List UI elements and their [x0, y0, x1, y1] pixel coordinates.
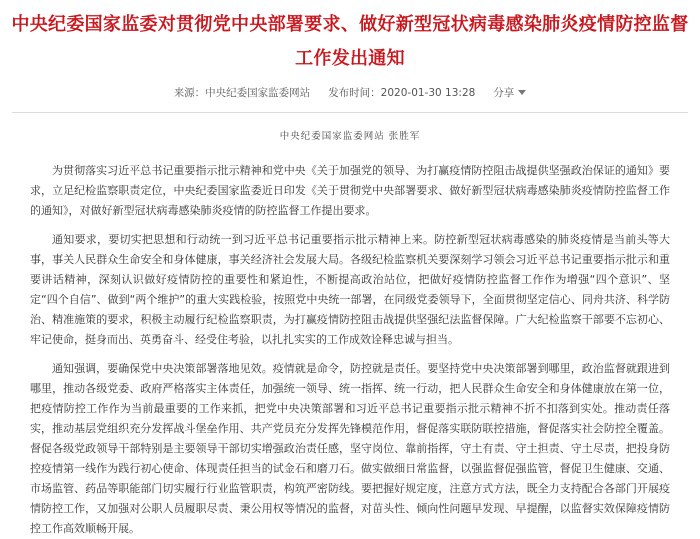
source-label: 来源：中央纪委国家监委网站 [173, 86, 311, 99]
article-byline: 中央纪委国家监委网站 张胜军 [279, 131, 421, 142]
article-paragraph: 为贯彻落实习近平总书记重要指示批示精神和党中央《关于加强党的领导、为打赢疫情防控阻击战提供坚强政治保证的通知》要求，立足纪检监察职责定位，中央纪委国家监委近日印发《关于贯彻党中央部署要求、做好新型冠状病毒感染肺炎疫情防控监督工作的通知》，对做好新型冠状病毒感染肺炎疫情的防控监督工作提出要求。 [30, 164, 670, 217]
publish-time: 发布时间：2020-01-30 13:28 [328, 86, 476, 99]
article-title: 中央纪委国家监委对贯彻党中央部署要求、做好新型冠状病毒感染肺炎疫情防控监督工作发出通知 [11, 14, 689, 69]
article-paragraph: 通知要求，要切实把思想和行动统一到习近平总书记重要指示批示精神上来。防控新型冠状病毒感染的肺炎疫情是当前头等大事，事关人民群众生命安全和身体健康，事关经济社会发展大局。各级纪检监察机关要深刻学习领会习近平总书记重要指示批示和重要讲话精神，深刻认识做好疫情防控的重要性和紧迫性，不断提高政治站位，把做好疫情防控监督工作作为增强“四个意识”、坚定“四个自信”、做到“两个维护”的重大实践检验，按照党中央统一部署，在同级党委领导下，全面贯彻坚定信心、同舟共济、科学防治、精准施策的要求，积极主动履行纪检监察职责，为打赢疫情防控阻击战提供坚强纪法监督保障。广大纪检监察干部要不忘初心、牢记使命，挺身而出、英勇奋斗、经受住考验，以扎扎实实的工作成效诠释忠诚与担当。 [30, 233, 670, 346]
share-label: 分享 [493, 86, 515, 99]
article-body [0, 161, 700, 539]
chevron-down-icon [518, 90, 526, 95]
article-paragraph: 通知强调，要确保党中央决策部署落地见效。疫情就是命令，防控就是责任。要坚持党中央决策部署到哪里，政治监督就跟进到哪里，推动各级党委、政府严格落实主体责任，加强统一领导、统一指挥、统一行动，把人民群众生命安全和身体健康放在第一位，把疫情防控工作作为当前最重要的工作来抓，把党中央决策部署和习近平总书记重要指示批示精神不折不扣落到实处。推动责任落实，推动基层党组织充分发挥战斗堡垒作用、共产党员充分发挥先锋模范作用，督促落实联防联控措施，督促落实社会防控全覆盖。督促各级党政领导干部特别是主要领导干部切实增强政治责任感，坚守岗位、靠前指挥，守土有责、守土担责、守土尽责，把投身防控疫情第一线作为践行初心使命、体现责任担当的试金石和磨刀石。做实做细日常监督，以强监督促强监管，督促卫生健康、交通、市场监管、药品等职能部门切实履行行业监管职责，构筑严密防线。要把握好规定度，注意方式方法，既全力支持配合各部门开展疫情防控工作，又加强对公职人员履职尽责、秉公用权等情况的监督，对苗头性、倾向性问题早发现、早提醒，以监督实效保障疫情防控工作高效顺畅开展。 [30, 362, 670, 535]
divider [12, 112, 688, 113]
article-meta [0, 84, 700, 100]
share-dropdown[interactable] [493, 85, 526, 100]
